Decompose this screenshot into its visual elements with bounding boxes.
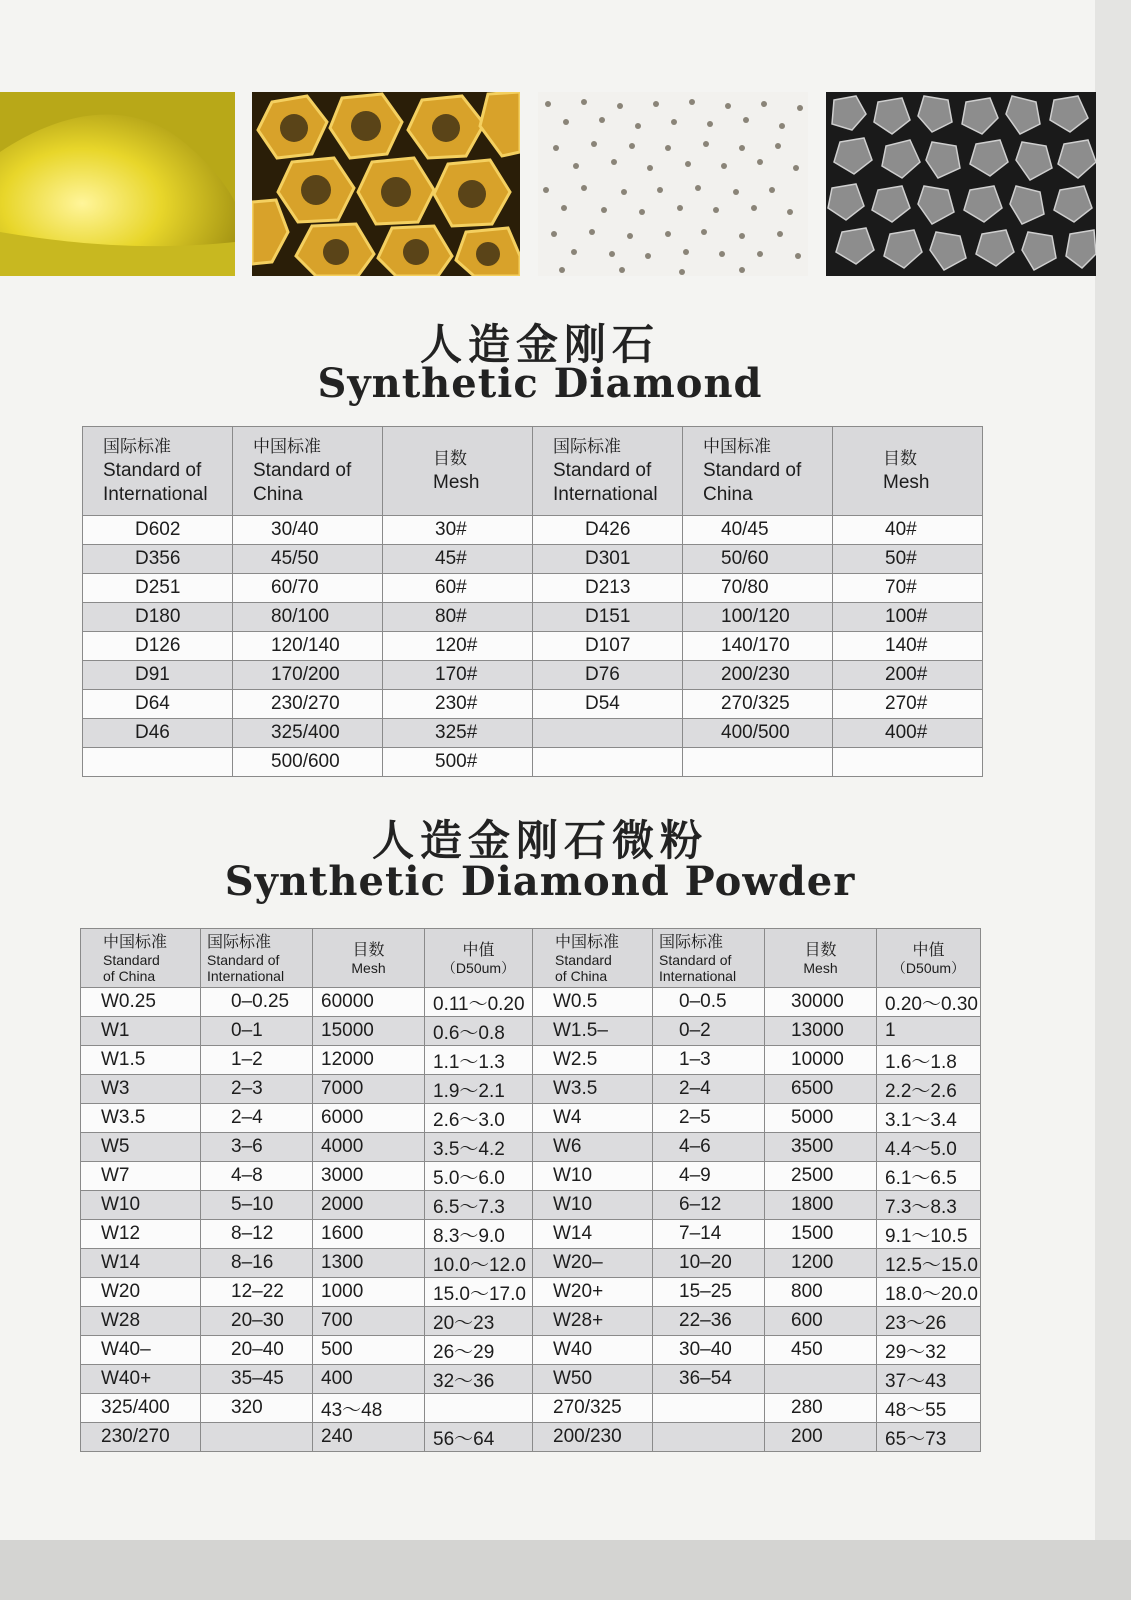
- table-cell: W40–: [81, 1336, 201, 1365]
- table-cell: 7–14: [653, 1220, 765, 1249]
- table-cell: 280: [765, 1394, 877, 1423]
- table-cell: W14: [81, 1249, 201, 1278]
- table-cell: [533, 719, 683, 748]
- table-cell: W7: [81, 1162, 201, 1191]
- table-cell: 50/60: [683, 545, 833, 574]
- table-cell: 20–30: [201, 1307, 313, 1336]
- table-cell: D180: [83, 603, 233, 632]
- table-cell: W12: [81, 1220, 201, 1249]
- title-diamond-powder-zh: 人造金刚石微粉: [371, 816, 708, 865]
- table-cell: 60/70: [233, 574, 383, 603]
- table-row: [81, 1249, 981, 1278]
- table-cell: 500/600: [233, 748, 383, 777]
- table-cell: 140#: [833, 632, 983, 661]
- table-cell: 45#: [383, 545, 533, 574]
- table-header-row: [81, 929, 981, 988]
- table-cell: W40+: [81, 1365, 201, 1394]
- table-cell: 35–45: [201, 1365, 313, 1394]
- table-cell: W6: [533, 1133, 653, 1162]
- table-cell: 1800: [765, 1191, 877, 1220]
- table-cell: 2.2～2.6: [877, 1075, 981, 1104]
- table-row: [81, 1075, 981, 1104]
- table-cell: 30/40: [233, 516, 383, 545]
- table-cell: [201, 1423, 313, 1452]
- photo-yellow-diamond-powder: [0, 92, 235, 276]
- table-cell: W10: [81, 1191, 201, 1220]
- table-cell: W28+: [533, 1307, 653, 1336]
- table-cell: D602: [83, 516, 233, 545]
- table-cell: 26～29: [425, 1336, 533, 1365]
- header-china: 中国标准 Standard of China: [81, 929, 201, 988]
- table-cell: 60#: [383, 574, 533, 603]
- table-cell: 0.11～0.20: [425, 988, 533, 1017]
- table-row: [83, 690, 983, 719]
- header-median: 中值 （D50um）: [425, 929, 533, 988]
- table-cell: 400#: [833, 719, 983, 748]
- table-cell: [653, 1423, 765, 1452]
- table-cell: 29～32: [877, 1336, 981, 1365]
- table-cell: 4–8: [201, 1162, 313, 1191]
- title-synthetic-diamond-en: Synthetic Diamond: [317, 360, 763, 407]
- table-cell: 0–0.25: [201, 988, 313, 1017]
- synthetic-diamond-table: [82, 426, 983, 777]
- table-cell: D54: [533, 690, 683, 719]
- table-cell: 40#: [833, 516, 983, 545]
- header-median: 中值 （D50um）: [877, 929, 981, 988]
- table-row: [81, 1278, 981, 1307]
- table-cell: 3.1～3.4: [877, 1104, 981, 1133]
- table-row: [83, 748, 983, 777]
- table-cell: 56～64: [425, 1423, 533, 1452]
- table-cell: 10–20: [653, 1249, 765, 1278]
- table-row: [81, 1307, 981, 1336]
- table-cell: 1300: [313, 1249, 425, 1278]
- table-cell: W20+: [533, 1278, 653, 1307]
- table-cell: 4.4～5.0: [877, 1133, 981, 1162]
- header-china: 中国标准 Standard of China: [233, 427, 383, 516]
- table-cell: 80#: [383, 603, 533, 632]
- table-cell: [833, 748, 983, 777]
- table-cell: 600: [765, 1307, 877, 1336]
- table-row: [81, 1365, 981, 1394]
- table-cell: 4–9: [653, 1162, 765, 1191]
- table-cell: W3.5: [81, 1104, 201, 1133]
- table-cell: W14: [533, 1220, 653, 1249]
- table-row: [81, 1336, 981, 1365]
- table-cell: 3–6: [201, 1133, 313, 1162]
- table-cell: D46: [83, 719, 233, 748]
- table-row: [81, 1191, 981, 1220]
- table-cell: 2500: [765, 1162, 877, 1191]
- header-international: 国际标准 Standard of International: [533, 427, 683, 516]
- table-cell: 43～48: [313, 1394, 425, 1423]
- table-cell: 5000: [765, 1104, 877, 1133]
- table-cell: 70#: [833, 574, 983, 603]
- table-cell: 3.5～4.2: [425, 1133, 533, 1162]
- table-cell: W3: [81, 1075, 201, 1104]
- table-row: [81, 1104, 981, 1133]
- table-cell: 1.1～1.3: [425, 1046, 533, 1075]
- table-cell: 2000: [313, 1191, 425, 1220]
- table-cell: 37～43: [877, 1365, 981, 1394]
- table-cell: 270/325: [683, 690, 833, 719]
- table-cell: 6500: [765, 1075, 877, 1104]
- table-cell: 22–36: [653, 1307, 765, 1336]
- table-cell: [653, 1394, 765, 1423]
- table-row: [81, 1017, 981, 1046]
- table-cell: 6–12: [653, 1191, 765, 1220]
- header-mesh: 目数 Mesh: [383, 427, 533, 516]
- header-international: 国际标准 Standard of International: [201, 929, 313, 988]
- table-cell: 1.9～2.1: [425, 1075, 533, 1104]
- header-china: 中国标准 Standard of China: [533, 929, 653, 988]
- table-cell: 1–3: [653, 1046, 765, 1075]
- table-cell: 36–54: [653, 1365, 765, 1394]
- table-cell: 8.3～9.0: [425, 1220, 533, 1249]
- table-cell: [533, 748, 683, 777]
- table-cell: 5–10: [201, 1191, 313, 1220]
- synthetic-diamond-powder-table: [80, 928, 981, 1452]
- table-cell: W2.5: [533, 1046, 653, 1075]
- table-cell: 800: [765, 1278, 877, 1307]
- table-cell: W10: [533, 1191, 653, 1220]
- table-row: [81, 988, 981, 1017]
- table-cell: 80/100: [233, 603, 383, 632]
- table-cell: D91: [83, 661, 233, 690]
- table-row: [83, 719, 983, 748]
- table-cell: 60000: [313, 988, 425, 1017]
- table-cell: 9.1～10.5: [877, 1220, 981, 1249]
- table-cell: 6.5～7.3: [425, 1191, 533, 1220]
- table-cell: 30#: [383, 516, 533, 545]
- table-cell: 230#: [383, 690, 533, 719]
- table-cell: 325/400: [81, 1394, 201, 1423]
- table-cell: 1: [877, 1017, 981, 1046]
- table-cell: W0.5: [533, 988, 653, 1017]
- table-row: [81, 1394, 981, 1423]
- table-cell: 120#: [383, 632, 533, 661]
- table-cell: 270/325: [533, 1394, 653, 1423]
- page-bottom-margin: [0, 1540, 1131, 1600]
- table-cell: 13000: [765, 1017, 877, 1046]
- table-cell: 325/400: [233, 719, 383, 748]
- table-cell: W0.25: [81, 988, 201, 1017]
- table-cell: 140/170: [683, 632, 833, 661]
- table-row: [81, 1162, 981, 1191]
- table-row: [83, 574, 983, 603]
- header-international: 国际标准 Standard of International: [83, 427, 233, 516]
- table-cell: 1000: [313, 1278, 425, 1307]
- table-cell: 15–25: [653, 1278, 765, 1307]
- table-cell: 40/45: [683, 516, 833, 545]
- table-cell: 400: [313, 1365, 425, 1394]
- table-cell: 15.0～17.0: [425, 1278, 533, 1307]
- table-cell: W28: [81, 1307, 201, 1336]
- table-cell: [683, 748, 833, 777]
- table-cell: 1200: [765, 1249, 877, 1278]
- table-row: [81, 1046, 981, 1075]
- table-cell: 32～36: [425, 1365, 533, 1394]
- table-cell: W3.5: [533, 1075, 653, 1104]
- table-header-row: [83, 427, 983, 516]
- table-cell: 200#: [833, 661, 983, 690]
- table-cell: 65～73: [877, 1423, 981, 1452]
- table-row: [83, 661, 983, 690]
- table-cell: 100/120: [683, 603, 833, 632]
- table-cell: 240: [313, 1423, 425, 1452]
- table-cell: [425, 1394, 533, 1423]
- table-cell: D251: [83, 574, 233, 603]
- table-cell: 320: [201, 1394, 313, 1423]
- table-cell: 0–1: [201, 1017, 313, 1046]
- table-cell: 6.1～6.5: [877, 1162, 981, 1191]
- table-cell: 200/230: [533, 1423, 653, 1452]
- table-cell: D151: [533, 603, 683, 632]
- table-cell: 70/80: [683, 574, 833, 603]
- table-cell: 20～23: [425, 1307, 533, 1336]
- title-diamond-powder-en: Synthetic Diamond Powder: [224, 858, 856, 905]
- table-cell: 20–40: [201, 1336, 313, 1365]
- table-cell: D76: [533, 661, 683, 690]
- header-international: 国际标准 Standard of International: [653, 929, 765, 988]
- header-mesh: 目数 Mesh: [313, 929, 425, 988]
- table-cell: 7.3～8.3: [877, 1191, 981, 1220]
- table-cell: W5: [81, 1133, 201, 1162]
- table-cell: 270#: [833, 690, 983, 719]
- table-cell: 200/230: [683, 661, 833, 690]
- table-cell: W1.5–: [533, 1017, 653, 1046]
- table-cell: 2–5: [653, 1104, 765, 1133]
- table-cell: 30–40: [653, 1336, 765, 1365]
- table-cell: 7000: [313, 1075, 425, 1104]
- table-cell: 0.20～0.30: [877, 988, 981, 1017]
- table-cell: 200: [765, 1423, 877, 1452]
- table-cell: D213: [533, 574, 683, 603]
- table-cell: 400/500: [683, 719, 833, 748]
- table-cell: 15000: [313, 1017, 425, 1046]
- table-cell: D126: [83, 632, 233, 661]
- table-cell: W1.5: [81, 1046, 201, 1075]
- table-cell: 2–4: [653, 1075, 765, 1104]
- table-cell: 1.6～1.8: [877, 1046, 981, 1075]
- header-mesh: 目数 Mesh: [765, 929, 877, 988]
- table-cell: 2–4: [201, 1104, 313, 1133]
- photo-diamond-grains-scattered: [538, 92, 808, 276]
- table-cell: D64: [83, 690, 233, 719]
- table-cell: 45/50: [233, 545, 383, 574]
- table-cell: 5.0～6.0: [425, 1162, 533, 1191]
- table-cell: W20: [81, 1278, 201, 1307]
- table-cell: 100#: [833, 603, 983, 632]
- table-cell: 1600: [313, 1220, 425, 1249]
- photo-diamond-grit-micrograph: [826, 92, 1096, 276]
- table-cell: W40: [533, 1336, 653, 1365]
- table-cell: 170/200: [233, 661, 383, 690]
- table-cell: D356: [83, 545, 233, 574]
- header-mesh: 目数 Mesh: [833, 427, 983, 516]
- table-cell: 120/140: [233, 632, 383, 661]
- table-cell: 23～26: [877, 1307, 981, 1336]
- table-row: [81, 1220, 981, 1249]
- table-cell: 12000: [313, 1046, 425, 1075]
- table-cell: W10: [533, 1162, 653, 1191]
- table-cell: 230/270: [233, 690, 383, 719]
- table-row: [83, 632, 983, 661]
- table-row: [81, 1133, 981, 1162]
- table-cell: 10.0～12.0: [425, 1249, 533, 1278]
- table-cell: D301: [533, 545, 683, 574]
- table-cell: W50: [533, 1365, 653, 1394]
- table-cell: 50#: [833, 545, 983, 574]
- table-cell: [83, 748, 233, 777]
- table-cell: 1500: [765, 1220, 877, 1249]
- table-cell: 12–22: [201, 1278, 313, 1307]
- table-cell: 48～55: [877, 1394, 981, 1423]
- table-cell: 2.6～3.0: [425, 1104, 533, 1133]
- table-cell: W1: [81, 1017, 201, 1046]
- table-cell: [765, 1365, 877, 1394]
- table-row: [83, 516, 983, 545]
- table-cell: 3500: [765, 1133, 877, 1162]
- table-cell: 700: [313, 1307, 425, 1336]
- table-cell: 170#: [383, 661, 533, 690]
- table-cell: 2–3: [201, 1075, 313, 1104]
- table-row: [83, 603, 983, 632]
- table-cell: 6000: [313, 1104, 425, 1133]
- table-cell: D107: [533, 632, 683, 661]
- page-edge: [1095, 0, 1131, 1600]
- table-cell: 0–2: [653, 1017, 765, 1046]
- table-cell: 1–2: [201, 1046, 313, 1075]
- table-cell: 230/270: [81, 1423, 201, 1452]
- table-cell: 4–6: [653, 1133, 765, 1162]
- table-cell: 500#: [383, 748, 533, 777]
- table-cell: 325#: [383, 719, 533, 748]
- photo-diamond-crystals: [252, 92, 520, 276]
- header-china: 中国标准 Standard of China: [683, 427, 833, 516]
- table-cell: 450: [765, 1336, 877, 1365]
- table-cell: W4: [533, 1104, 653, 1133]
- table-cell: D426: [533, 516, 683, 545]
- table-cell: 8–12: [201, 1220, 313, 1249]
- table-cell: 10000: [765, 1046, 877, 1075]
- table-cell: 12.5～15.0: [877, 1249, 981, 1278]
- table-cell: 0.6～0.8: [425, 1017, 533, 1046]
- table-cell: 18.0～20.0: [877, 1278, 981, 1307]
- table-cell: 0–0.5: [653, 988, 765, 1017]
- table-row: [83, 545, 983, 574]
- table-cell: 3000: [313, 1162, 425, 1191]
- table-cell: 30000: [765, 988, 877, 1017]
- table-cell: 500: [313, 1336, 425, 1365]
- table-cell: 4000: [313, 1133, 425, 1162]
- title-synthetic-diamond-zh: 人造金刚石: [419, 320, 660, 369]
- table-row: [81, 1423, 981, 1452]
- table-cell: W20–: [533, 1249, 653, 1278]
- table-cell: 8–16: [201, 1249, 313, 1278]
